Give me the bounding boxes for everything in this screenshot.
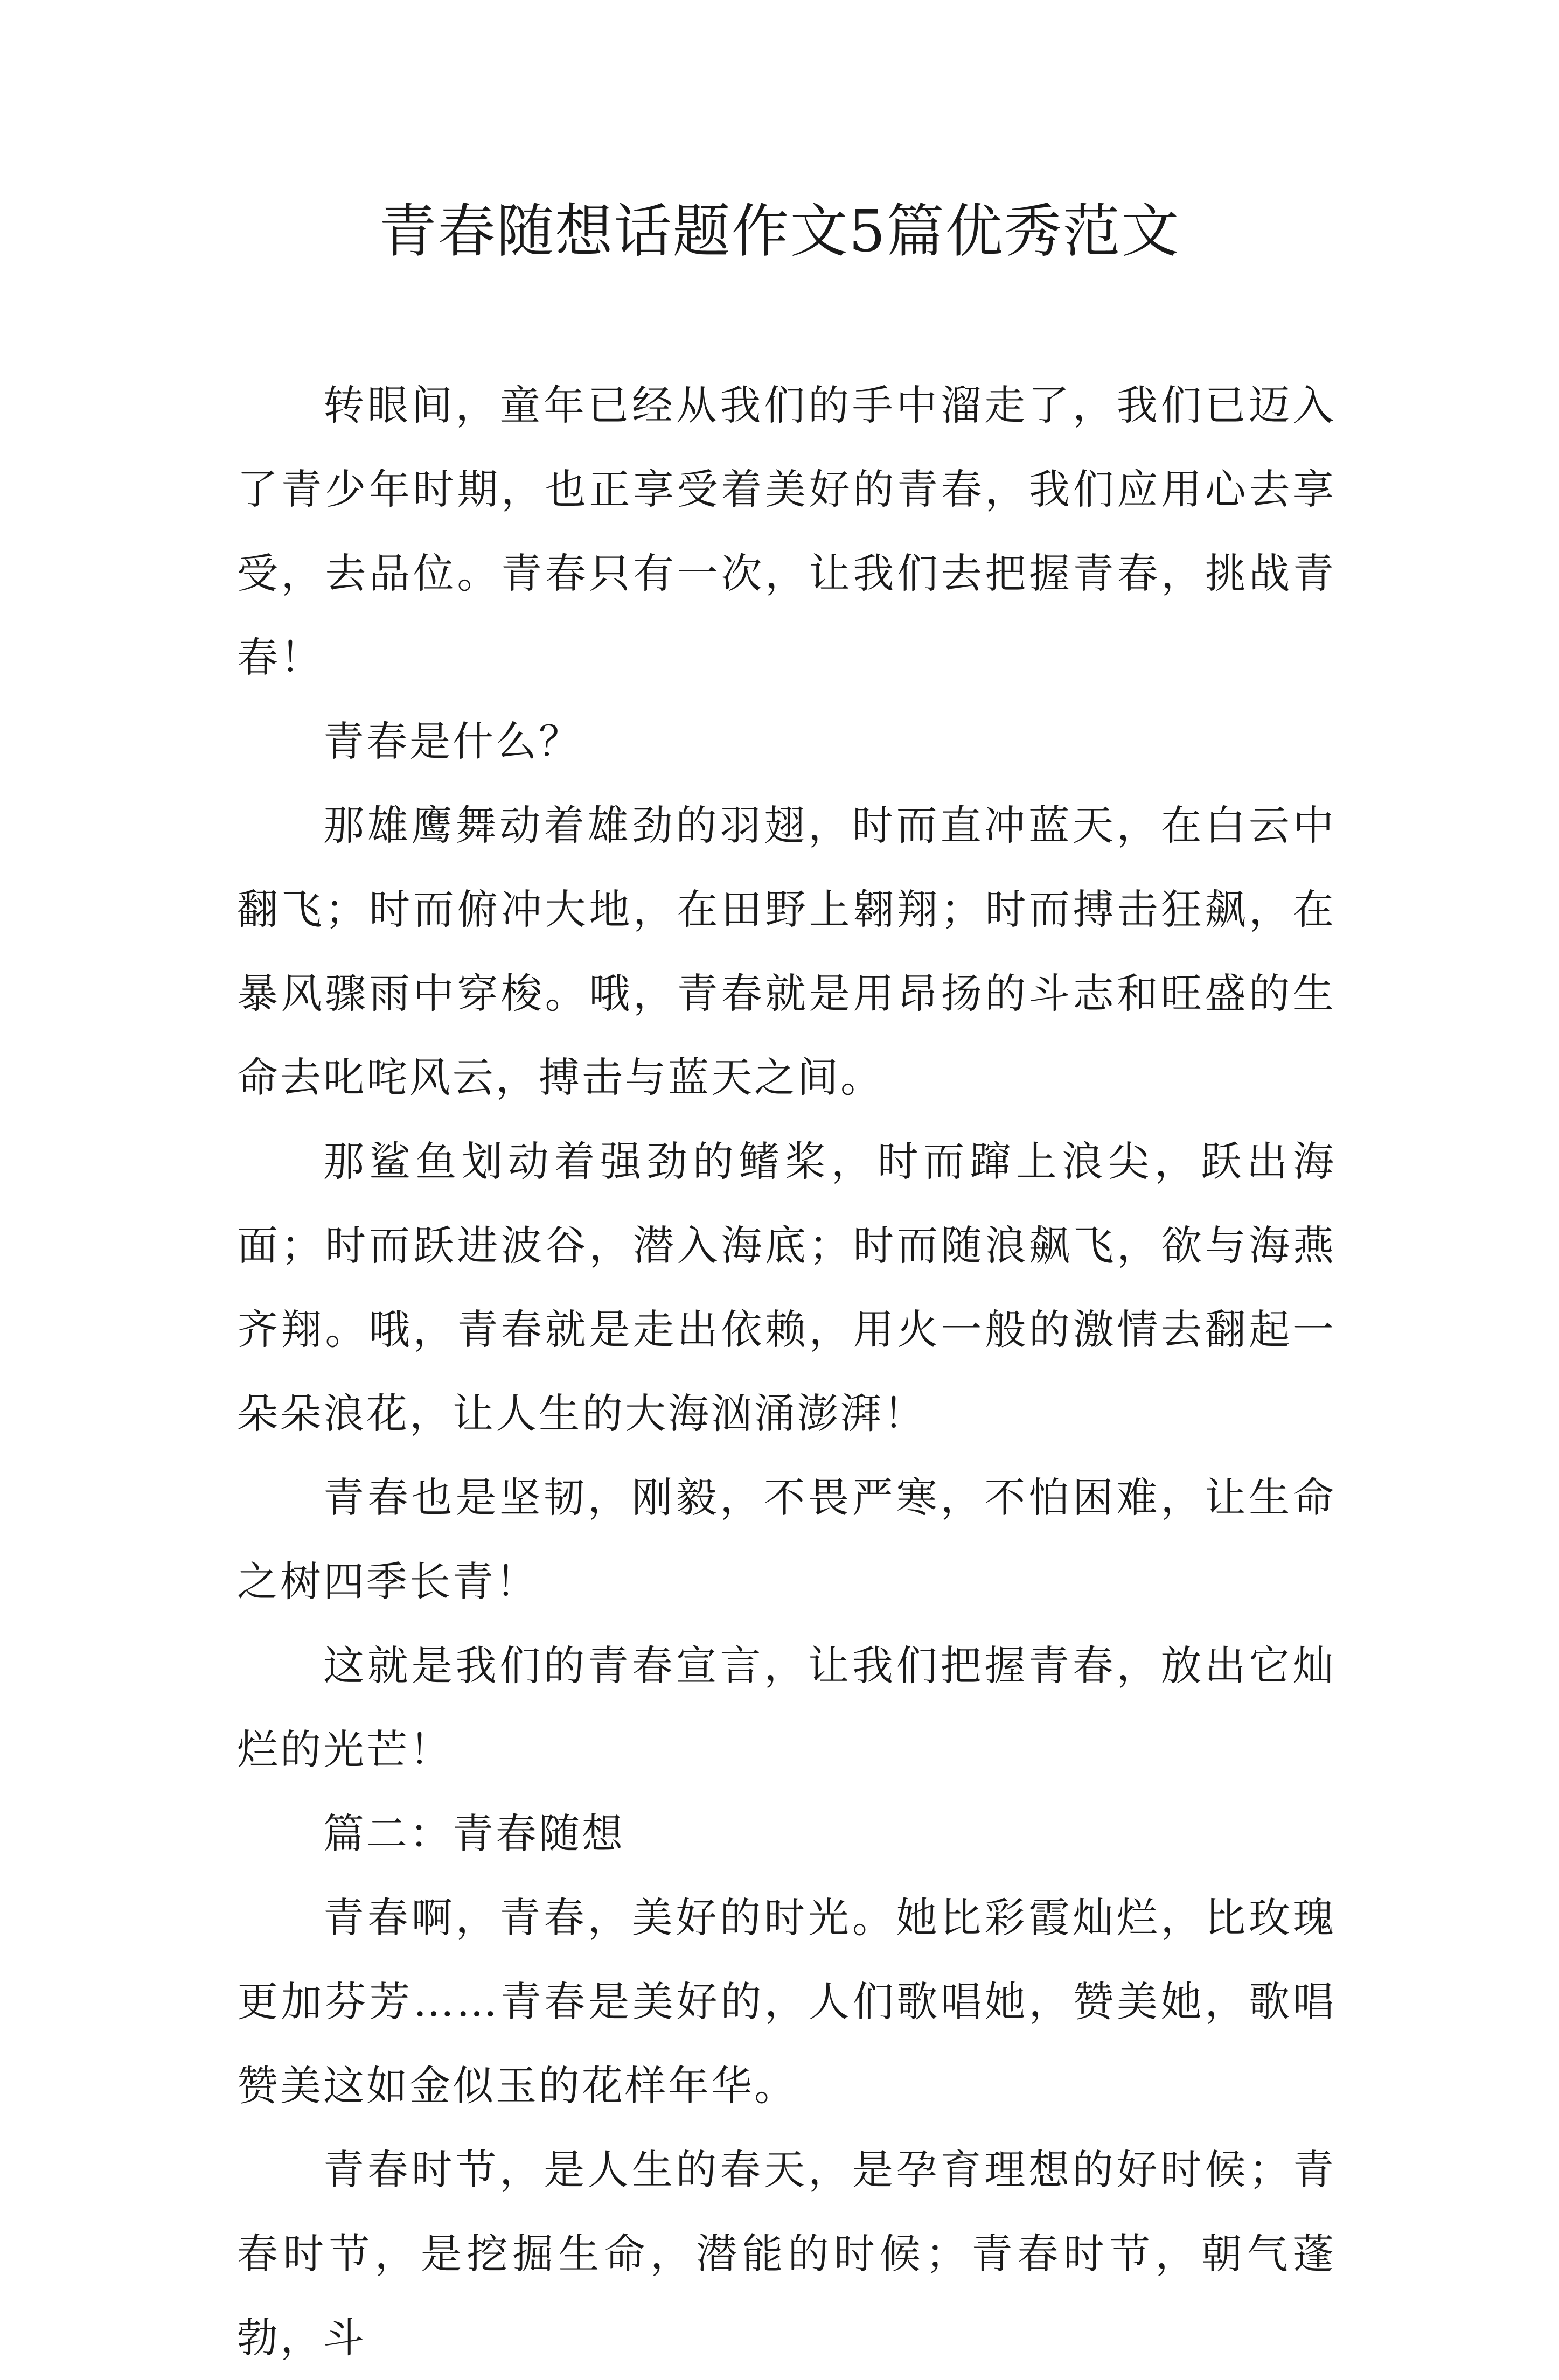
paragraph-ode: 青春啊，青春，美好的时光。她比彩霞灿烂，比玫瑰更加芬芳……青春是美好的，人们歌唱她，赞美她，歌唱赞美这如金似玉的花样年华。: [237, 1894, 1336, 2110]
document-title: 青春随想话题作文5篇优秀范文: [379, 198, 1180, 265]
paragraph-spring-of-life: 青春时节，是人生的春天，是孕育理想的好时候；青春时节，是挖掘生命，潜能的时候；青春时节，朝气蓬勃，斗: [237, 2146, 1336, 2362]
document-body: [237, 364, 1336, 2380]
paragraph-eagle: 那雄鹰舞动着雄劲的羽翅，时而直冲蓝天，在白云中翻飞；时而俯冲大地，在田野上翱翔；时而搏击狂飙，在暴风骤雨中穿梭。哦，青春就是用昂扬的斗志和旺盛的生命去叱咤风云，搏击与蓝天之间。: [237, 801, 1336, 1101]
paragraph-resilience: 青春也是坚韧，刚毅，不畏严寒，不怕困难，让生命之树四季长青！: [237, 1474, 1336, 1606]
paragraph-question: 青春是什么？: [323, 717, 582, 765]
paragraph-declaration: 这就是我们的青春宣言，让我们把握青春，放出它灿烂的光芒！: [237, 1642, 1336, 1774]
paragraph-shark: 那鲨鱼划动着强劲的鳍桨，时而蹿上浪尖，跃出海面；时而跃进波谷，潜入海底；时而随浪飙飞，欲与海燕齐翔。哦，青春就是走出依赖，用火一般的激情去翻起一朵朵浪花，让人生的大海汹涌澎湃！: [237, 1137, 1336, 1437]
paragraph-intro: 转眼间，童年已经从我们的手中溜走了，我们已迈入了青少年时期，也正享受着美好的青春，我们应用心去享受，去品位。青春只有一次，让我们去把握青春，挑战青春！: [237, 381, 1336, 681]
section-heading-part-two: 篇二：青春随想: [323, 1810, 625, 1858]
